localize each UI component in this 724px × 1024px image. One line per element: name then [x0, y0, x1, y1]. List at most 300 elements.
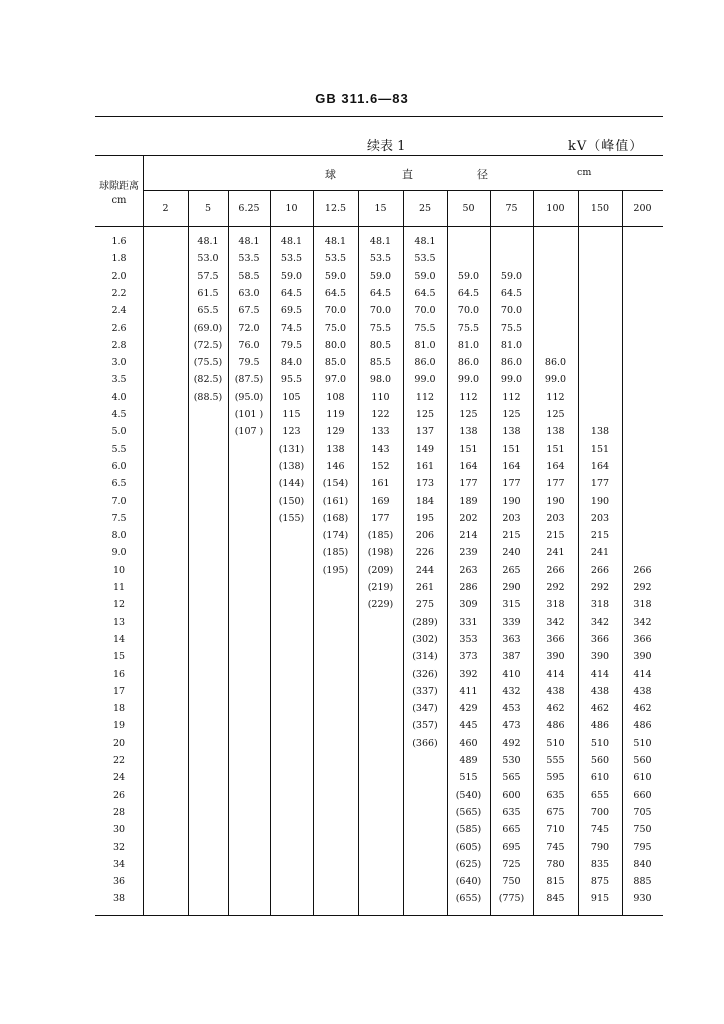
row-distance: 36	[112, 876, 126, 888]
table-cell: 215	[590, 530, 610, 542]
row-distance: 30	[112, 824, 126, 836]
table-cell: 48.1	[369, 236, 392, 247]
table-cell: 137	[415, 426, 435, 438]
table-cell: 112	[459, 391, 478, 403]
table-cell: 59.0	[457, 270, 480, 282]
table-cell: 85.0	[324, 357, 347, 369]
table-cell: 244	[415, 564, 435, 576]
table-cell: 438	[590, 685, 610, 697]
table-cell: (605)	[455, 841, 482, 853]
table-cell: 84.0	[280, 357, 303, 369]
table-cell: 610	[633, 772, 652, 784]
table-cell: 261	[415, 582, 435, 593]
table-cell: 510	[590, 737, 610, 749]
table-cell: 555	[546, 755, 565, 766]
table-cell: (174)	[322, 530, 349, 542]
table-cell: 215	[502, 530, 521, 542]
table-cell: 48.1	[238, 236, 260, 247]
table-cell: 600	[502, 789, 521, 801]
column-header: 15	[374, 203, 387, 214]
table-cell: 53.5	[369, 253, 392, 265]
table-cell: 177	[502, 478, 521, 490]
table-cell: (75.5)	[193, 357, 223, 369]
table-cell: 363	[502, 633, 521, 645]
table-cell: 75.5	[414, 322, 436, 334]
table-cell: 710	[546, 824, 565, 836]
group-header-char: 直	[402, 168, 413, 181]
table-cell: 453	[502, 703, 521, 715]
table-cell: 203	[590, 512, 610, 524]
table-cell: 366	[633, 633, 652, 645]
row-distance: 14	[112, 633, 126, 645]
table-cell: 99.0	[457, 374, 480, 386]
table-cell: 53.0	[197, 253, 219, 265]
table-cell: 177	[590, 478, 610, 490]
table-cell: 780	[546, 858, 565, 870]
table-cell: 105	[282, 391, 301, 403]
table-cell: 67.5	[238, 305, 260, 317]
table-cell: 275	[415, 599, 435, 611]
table-cell: 373	[459, 651, 478, 663]
table-cell: 57.5	[197, 270, 219, 282]
table-cell: 112	[546, 391, 565, 403]
table-cell: 226	[415, 547, 435, 559]
table-cell: 86.0	[414, 357, 436, 369]
table-bottom-rule	[95, 915, 663, 916]
table-cell: (150)	[278, 495, 305, 507]
table-cell: (302)	[412, 633, 438, 645]
column-header: 50	[462, 203, 475, 214]
column-header: 200	[633, 203, 652, 214]
table-cell: 99.0	[500, 374, 523, 386]
row-header-label: 球隙距离	[99, 181, 139, 192]
table-cell: 133	[371, 426, 390, 438]
table-cell: 108	[326, 391, 345, 403]
table-cell: 79.5	[280, 339, 303, 351]
row-distance: 38	[112, 893, 126, 905]
table-cell: 53.5	[238, 253, 260, 265]
table-cell: 695	[502, 841, 521, 853]
table-cell: 429	[459, 703, 478, 715]
table-cell: 241	[590, 547, 610, 559]
row-distance: 2.6	[111, 322, 127, 334]
table-cell: 700	[590, 806, 610, 818]
table-cell: 318	[546, 599, 565, 611]
table-cell: 99.0	[414, 374, 436, 386]
table-cell: 387	[502, 651, 521, 663]
row-header-unit: cm	[111, 195, 127, 206]
table-cell: 390	[633, 651, 652, 663]
row-distance: 2.8	[111, 339, 127, 351]
table-cell: 315	[502, 599, 521, 611]
table-cell: 72.0	[238, 322, 260, 334]
table-cell: 53.5	[324, 253, 347, 265]
table-cell: 390	[546, 651, 565, 663]
table-cell: 263	[459, 564, 478, 576]
column-header: 12.5	[324, 203, 347, 214]
table-cell: 366	[590, 633, 610, 645]
table-cell: 161	[371, 478, 390, 490]
table-cell: 203	[546, 512, 565, 524]
table-cell: 366	[546, 633, 565, 645]
column-header: 2	[162, 203, 169, 214]
group-header-char: 径	[477, 168, 488, 181]
table-cell: 318	[590, 599, 610, 611]
table-cell: 414	[590, 668, 610, 680]
table-cell: 58.5	[238, 270, 260, 282]
table-cell: 725	[502, 858, 521, 870]
table-cell: 115	[282, 409, 301, 420]
table-cell: 560	[633, 755, 652, 766]
table-cell: 486	[546, 720, 565, 732]
row-distance: 16	[112, 668, 126, 680]
table-cell: 69.5	[280, 305, 303, 317]
row-distance: 7.0	[111, 495, 127, 507]
table-cell: 123	[282, 426, 301, 438]
table-cell: 81.0	[457, 339, 480, 351]
table-cell: (229)	[367, 599, 394, 611]
table-cell: 438	[633, 685, 652, 697]
table-cell: 98.0	[369, 374, 392, 386]
table-cell: 161	[415, 460, 435, 472]
table-cell: 414	[633, 668, 652, 680]
row-distance: 19	[112, 720, 126, 732]
table-cell: 486	[590, 720, 610, 732]
table-cell: 845	[546, 893, 565, 905]
row-distance: 24	[112, 772, 126, 784]
table-cell: 266	[633, 564, 652, 576]
table-cell: 125	[415, 409, 435, 420]
table-cell: 146	[326, 460, 345, 472]
table-cell: (640)	[455, 876, 482, 888]
table-cell: 309	[459, 599, 478, 611]
table-cell: 292	[633, 582, 652, 593]
table-cell: 86.0	[500, 357, 523, 369]
table-cell: (655)	[455, 893, 482, 905]
table-cell: 705	[633, 806, 652, 818]
table-cell: 610	[590, 772, 610, 784]
table-cell: 75.5	[500, 322, 523, 334]
table-cell: (565)	[455, 806, 482, 818]
row-distance: 1.6	[111, 236, 127, 247]
table-cell: (209)	[367, 564, 394, 576]
row-distance: 15	[112, 651, 126, 663]
table-cell: 885	[633, 876, 652, 888]
table-cell: 48.1	[414, 236, 436, 247]
table-cell: 489	[459, 755, 478, 766]
table-cell: (775)	[498, 893, 525, 905]
column-header: 10	[285, 203, 298, 214]
table-cell: 189	[459, 495, 478, 507]
row-distance: 3.5	[111, 374, 127, 386]
table-cell: 48.1	[324, 236, 347, 247]
table-cell: 462	[590, 703, 610, 715]
table-cell: (107 )	[234, 426, 264, 438]
table-cell: 64.5	[414, 287, 436, 299]
table-top-rule	[95, 155, 663, 156]
table-cell: 390	[590, 651, 610, 663]
table-cell: (366)	[412, 737, 438, 749]
table-cell: 445	[459, 720, 478, 732]
table-cell: 65.5	[197, 305, 219, 317]
group-header-unit: cm	[577, 167, 592, 178]
row-distance: 8.0	[111, 530, 127, 542]
table-cell: (87.5)	[234, 374, 264, 386]
row-distance: 28	[112, 806, 126, 818]
column-header: 6.25	[238, 203, 260, 214]
table-cell: 750	[633, 824, 652, 836]
table-cell: (357)	[412, 720, 438, 732]
table-cell: 815	[546, 876, 565, 888]
row-distance: 32	[112, 841, 126, 853]
table-cell: 342	[546, 616, 565, 628]
row-distance: 4.5	[111, 409, 127, 420]
table-cell: 48.1	[197, 236, 219, 247]
table-cell: (219)	[367, 582, 394, 593]
table-cell: 59.0	[414, 270, 436, 282]
table-cell: 151	[590, 443, 610, 455]
table-cell: 665	[502, 824, 521, 836]
table-cell: 286	[459, 582, 478, 593]
table-cell: 655	[590, 789, 610, 801]
table-cell: 164	[502, 460, 521, 472]
table-cell: 125	[459, 409, 478, 420]
table-cell: (101 )	[234, 409, 264, 420]
table-cell: (195)	[322, 564, 349, 576]
table-cell: 790	[590, 841, 610, 853]
table-cell: 675	[546, 806, 565, 818]
table-cell: 48.1	[280, 236, 303, 247]
table-cell: 95.5	[280, 374, 303, 386]
row-distance: 7.5	[111, 512, 127, 524]
table-cell: 240	[502, 547, 521, 559]
table-cell: 241	[546, 547, 565, 559]
table-cell: 80.0	[324, 339, 347, 351]
table-cell: (289)	[412, 616, 438, 628]
table-cell: 64.5	[457, 287, 480, 299]
table-cell: (168)	[322, 512, 349, 524]
table-cell: 339	[502, 616, 521, 628]
table-cell: 70.0	[324, 305, 347, 317]
table-cell: 318	[633, 599, 652, 611]
row-distance: 1.8	[111, 253, 127, 265]
table-cell: 492	[502, 737, 521, 749]
table-cell: (625)	[455, 858, 482, 870]
table-cell: 138	[326, 443, 345, 455]
table-cell: 438	[546, 685, 565, 697]
row-distance: 12	[112, 599, 126, 611]
table-cell: 460	[459, 737, 478, 749]
table-cell: (155)	[278, 512, 305, 524]
row-distance: 17	[112, 685, 126, 697]
row-distance: 34	[112, 858, 126, 870]
row-distance: 4.0	[111, 391, 127, 403]
table-cell: 164	[546, 460, 565, 472]
table-cell: 486	[633, 720, 652, 732]
table-cell: 85.5	[369, 357, 392, 369]
table-cell: 152	[371, 460, 390, 472]
table-cell: 510	[546, 737, 565, 749]
table-cell: 110	[371, 391, 390, 403]
table-cell: 125	[502, 409, 521, 420]
table-cell: 79.5	[238, 357, 260, 369]
table-cell: 59.0	[280, 270, 303, 282]
table-cell: 80.5	[369, 339, 392, 351]
table-cell: 875	[590, 876, 610, 888]
table-cell: 745	[590, 824, 610, 836]
table-cell: 595	[546, 772, 565, 784]
row-distance: 6.0	[111, 460, 127, 472]
row-distance: 20	[112, 737, 126, 749]
table-cell: 750	[502, 876, 521, 888]
table-cell: 64.5	[500, 287, 523, 299]
table-cell: (540)	[455, 789, 482, 801]
table-cell: 151	[459, 443, 478, 455]
table-cell: 53.5	[280, 253, 303, 265]
row-distance: 13	[112, 616, 126, 628]
row-distance: 2.4	[111, 305, 127, 317]
table-cell: 81.0	[414, 339, 436, 351]
row-distance: 5.5	[111, 443, 127, 455]
table-cell: 112	[502, 391, 521, 403]
table-cell: 411	[459, 685, 478, 697]
table-cell: 59.0	[500, 270, 523, 282]
table-cell: (185)	[367, 530, 394, 542]
table-cell: 745	[546, 841, 565, 853]
table-cell: 414	[546, 668, 565, 680]
table-cell: 214	[459, 530, 478, 542]
table-cell: 53.5	[414, 253, 436, 265]
table-cell: 151	[546, 443, 565, 455]
table-cell: 86.0	[457, 357, 480, 369]
table-cell: 266	[590, 564, 610, 576]
table-cell: 266	[546, 564, 565, 576]
table-cell: (138)	[278, 460, 305, 472]
table-cell: 190	[546, 495, 565, 507]
table-cell: 61.5	[197, 287, 219, 299]
table-cell: 59.0	[324, 270, 347, 282]
table-cell: (95.0)	[234, 391, 264, 403]
table-cell: 99.0	[544, 374, 567, 386]
table-cell: 164	[590, 460, 610, 472]
table-cell: 660	[633, 789, 652, 801]
table-caption: 续表 1	[367, 139, 406, 154]
table-cell: (154)	[322, 478, 349, 490]
table-cell: (337)	[412, 685, 438, 697]
table-cell: 290	[502, 582, 521, 593]
column-header: 100	[546, 203, 565, 214]
table-cell: (88.5)	[193, 391, 223, 403]
table-cell: 510	[633, 737, 652, 749]
table-cell: 353	[459, 633, 478, 645]
row-distance: 6.5	[111, 478, 127, 490]
table-cell: 112	[415, 391, 435, 403]
row-distance: 9.0	[111, 547, 127, 559]
table-cell: (585)	[455, 824, 482, 836]
table-cell: (314)	[412, 651, 438, 663]
row-distance: 22	[112, 755, 126, 766]
table-cell: 202	[459, 512, 478, 524]
table-cell: 75.5	[369, 322, 392, 334]
table-cell: 97.0	[324, 374, 347, 386]
row-distance: 3.0	[111, 357, 127, 369]
table-cell: 70.0	[414, 305, 436, 317]
table-cell: 70.0	[500, 305, 523, 317]
table-cell: 119	[326, 409, 345, 420]
table-cell: 203	[502, 512, 521, 524]
table-cell: 635	[502, 806, 521, 818]
row-distance: 26	[112, 789, 126, 801]
table-cell: 184	[415, 495, 435, 507]
table-cell: 565	[502, 772, 521, 784]
table-cell: 138	[590, 426, 610, 438]
table-cell: 190	[590, 495, 610, 507]
table-cell: 915	[590, 893, 610, 905]
table-cell: 138	[546, 426, 565, 438]
table-cell: (69.0)	[193, 322, 223, 334]
column-header: 5	[204, 203, 212, 214]
column-header: 25	[418, 203, 432, 214]
table-cell: (347)	[412, 703, 438, 715]
group-header-char: 球	[325, 168, 336, 181]
table-cell: 164	[459, 460, 478, 472]
table-cell: 64.5	[369, 287, 392, 299]
table-cell: 795	[633, 841, 652, 853]
table-cell: 840	[633, 858, 652, 870]
table-cell: 331	[459, 616, 478, 628]
unit-label: kV（峰值）	[568, 139, 644, 154]
table-cell: 239	[459, 547, 478, 559]
table-cell: 138	[459, 426, 478, 438]
row-distance: 10	[112, 564, 126, 576]
column-divider	[143, 155, 144, 915]
header-rule	[95, 116, 663, 117]
table-cell: 81.0	[500, 339, 523, 351]
table-cell: 292	[546, 582, 565, 593]
table-cell: 64.5	[280, 287, 303, 299]
table-cell: (72.5)	[193, 339, 223, 351]
table-cell: 64.5	[324, 287, 347, 299]
table-cell: 177	[546, 478, 565, 490]
table-cell: 75.5	[457, 322, 480, 334]
table-cell: 515	[459, 772, 478, 784]
row-distance: 5.0	[111, 426, 127, 438]
table-cell: 635	[546, 789, 565, 801]
table-cell: 70.0	[457, 305, 480, 317]
table-cell: (161)	[322, 495, 349, 507]
table-cell: 930	[633, 893, 652, 905]
table-cell: 86.0	[544, 357, 567, 369]
table-cell: 177	[459, 478, 478, 490]
table-cell: 151	[502, 443, 521, 455]
table-cell: 190	[502, 495, 521, 507]
table-cell: (131)	[278, 443, 305, 455]
table-cell: 76.0	[238, 339, 260, 351]
table-cell: 462	[546, 703, 565, 715]
table-cell: 432	[502, 685, 521, 697]
table-cell: 342	[633, 616, 652, 628]
table-cell: 149	[415, 443, 435, 455]
table-cell: (144)	[278, 478, 305, 490]
table-cell: 206	[415, 530, 435, 542]
table-cell: 143	[371, 443, 390, 455]
table-cell: 292	[590, 582, 610, 593]
table-cell: 125	[546, 409, 565, 420]
table-cell: 265	[502, 564, 521, 576]
table-cell: 129	[326, 426, 345, 438]
table-cell: 74.5	[280, 322, 303, 334]
table-cell: 410	[502, 668, 521, 680]
